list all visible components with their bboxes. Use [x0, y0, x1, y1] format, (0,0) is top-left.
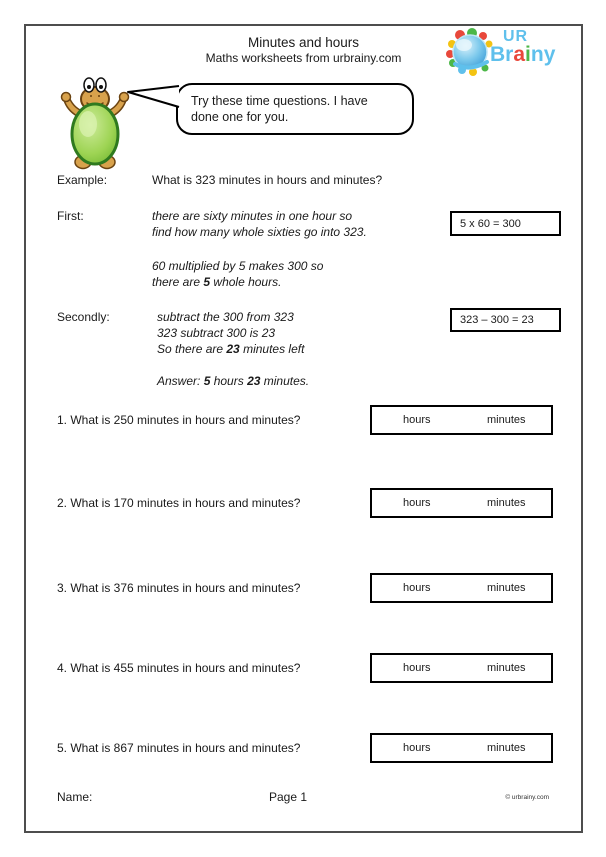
minutes-label: minutes [486, 582, 526, 594]
hours-label: hours [402, 497, 431, 509]
question-3-text: 3. What is 376 minutes in hours and minutes? [57, 581, 301, 595]
minutes-label: minutes [486, 414, 526, 426]
speech-bubble-tail [126, 84, 180, 112]
logo-letter: y [543, 43, 556, 66]
working-box-subtract [450, 308, 561, 332]
minutes-label: minutes [486, 497, 526, 509]
working-box-multiply-text: 5 x 60 = 300 [460, 217, 521, 230]
question-2-text: 2. What is 170 minutes in hours and minutes? [57, 496, 301, 510]
minutes-label: minutes [486, 742, 526, 754]
logo-letter: n [530, 43, 544, 66]
hours-label: hours [402, 414, 431, 426]
logo-letter: B [490, 43, 506, 66]
secondly-line-1: subtract the 300 from 323 [157, 310, 294, 324]
first-explanation [152, 208, 452, 240]
hours-label: hours [402, 742, 431, 754]
answer-box-1 [370, 405, 553, 435]
result-line-2: there are 5 whole hours. [152, 275, 282, 289]
minutes-label: minutes [486, 662, 526, 674]
secondly-explanation [157, 309, 457, 357]
example-question: What is 323 minutes in hours and minutes? [152, 173, 383, 187]
speech-bubble-line1: Try these time questions. I have [191, 94, 368, 108]
worksheet-border [24, 24, 583, 833]
first-line-1: there are sixty minutes in one hour so [152, 209, 353, 223]
page-number: Page 1 [268, 790, 308, 804]
answer-box-2 [370, 488, 553, 518]
hours-label: hours [402, 582, 431, 594]
speech-bubble [176, 83, 414, 135]
answer-line: Answer: 5 hours 23 minutes. [157, 374, 310, 388]
question-5-text: 5. What is 867 minutes in hours and minutes? [57, 741, 301, 755]
answer-box-3 [370, 573, 553, 603]
logo-letter: i [525, 43, 531, 66]
question-4-text: 4. What is 455 minutes in hours and minutes? [57, 661, 301, 675]
hours-label: hours [402, 662, 431, 674]
answer-box-4 [370, 653, 553, 683]
turtle-mascot-icon [57, 76, 137, 171]
name-label: Name: [57, 790, 93, 804]
first-line-2: find how many whole sixties go into 323. [152, 225, 367, 239]
example-label: Example: [57, 173, 108, 187]
working-box-multiply [450, 211, 561, 236]
secondly-line-2: 323 subtract 300 is 23 [157, 326, 276, 340]
logo-word-ur: UR [503, 28, 529, 45]
result-line-1: 60 multiplied by 5 makes 300 so [152, 259, 324, 273]
urbrainy-logo [445, 28, 577, 76]
page-title: Minutes and hours [247, 35, 360, 50]
question-row-2 [57, 488, 555, 518]
question-1-text: 1. What is 250 minutes in hours and minutes? [57, 413, 301, 427]
question-row-5 [57, 733, 555, 763]
copyright-text: © urbrainy.com [505, 794, 549, 801]
question-row-1 [57, 405, 555, 435]
page-subtitle: Maths worksheets from urbrainy.com [205, 51, 402, 65]
logo-letter: r [505, 43, 514, 66]
question-row-3 [57, 573, 555, 603]
answer-box-5 [370, 733, 553, 763]
first-label: First: [57, 209, 84, 223]
first-result-paragraph [152, 258, 452, 290]
logo-letter: a [513, 43, 526, 66]
speech-bubble-line2: done one for you. [191, 110, 289, 124]
working-box-subtract-text: 323 – 300 = 23 [460, 314, 534, 326]
logo-word-brainy [490, 43, 555, 67]
secondly-label: Secondly: [57, 310, 110, 324]
question-row-4 [57, 653, 555, 683]
secondly-line-3: So there are 23 minutes left [157, 342, 305, 356]
